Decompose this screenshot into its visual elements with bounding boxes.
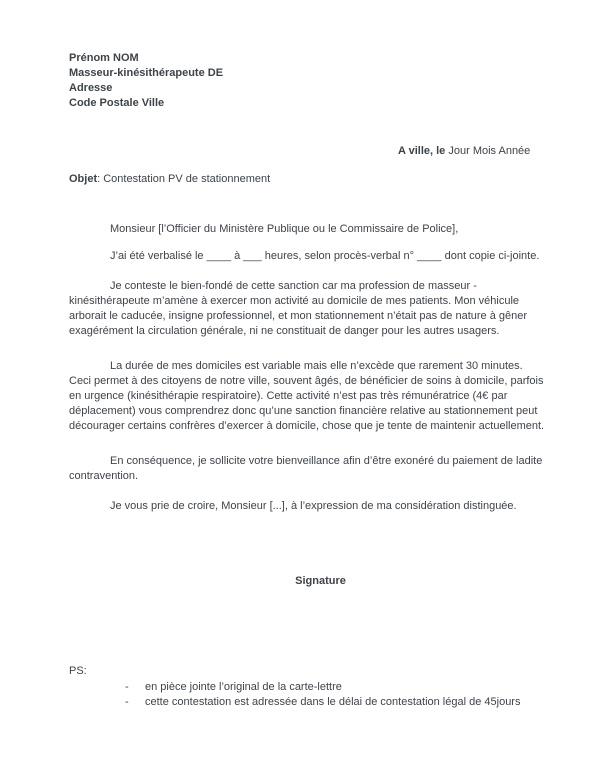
letter-body <box>69 222 545 514</box>
paragraph-verbalisation: J’ai été verbalisé le ____ à ___ heures, selon procès-verbal n° ____ dont copie ci-jointe. <box>110 250 540 262</box>
postscript-item <box>69 680 545 695</box>
postscript-item-text: cette contestation est adressée dans le délai de contestation légal de 45jours <box>145 696 521 708</box>
paragraph-contestation: Je conteste le bien-fondé de cette sanction car ma profession de masseur - kinésithérapeute m’amène à exercer mon activité au domicile de mes patients. Mon véhicule arborait le caducée, insigne professionnel, et mon stationnement n’était pas de nature à gêner exagérément la circulation générale, ni ne constituait de danger pour les autres usagers. <box>69 280 528 337</box>
postscript-item <box>69 695 545 710</box>
sender-city: Code Postale Ville <box>69 97 165 109</box>
paragraph-justification: La durée de mes domiciles est variable mais elle n’excède que rarement 30 minutes. Ceci permet à des citoyens de notre ville, souvent âgés, de bénéficier de soins à domicile, parfois en urgence (kinésithérapie respiratoire). Cette activité n’est pas très rémunératrice (4€ par déplacement) vous comprendrez donc qu’une sanction financière relative au stationnement peut décourager certains confrères d’exercer à domicile, chose que je tente de maintenir actuellement. <box>69 360 545 432</box>
sender-profession: Masseur-kinésithérapeute DE <box>69 67 224 79</box>
signature-label: Signature <box>295 575 346 587</box>
paragraph-politesse: Je vous prie de croire, Monsieur [...], à l’expression de ma considération distinguée. <box>110 500 517 512</box>
dateline-placeholder: Jour Mois Année <box>448 145 531 157</box>
sender-address: Adresse <box>69 82 113 94</box>
sender-name: Prénom NOM <box>69 52 139 64</box>
dateline-prefix: A ville, le <box>398 145 446 157</box>
dash-bullet: - <box>125 681 129 693</box>
subject-line <box>69 172 545 187</box>
postscript-label: PS: <box>69 665 87 677</box>
dateline <box>398 144 545 159</box>
subject-label: Objet <box>69 173 98 185</box>
salutation: Monsieur [l’Officier du Ministère Publique ou le Commissaire de Police], <box>110 223 459 235</box>
sender-block <box>69 51 545 111</box>
subject-text: : Contestation PV de stationnement <box>97 173 271 185</box>
postscript-item-text: en pièce jointe l’original de la carte-lettre <box>145 681 342 693</box>
postscript-list <box>69 680 545 710</box>
paragraph-demande: En conséquence, je sollicite votre bienveillance afin d’être exonéré du paiement de ladite contravention. <box>69 455 543 482</box>
dash-bullet: - <box>125 696 129 708</box>
